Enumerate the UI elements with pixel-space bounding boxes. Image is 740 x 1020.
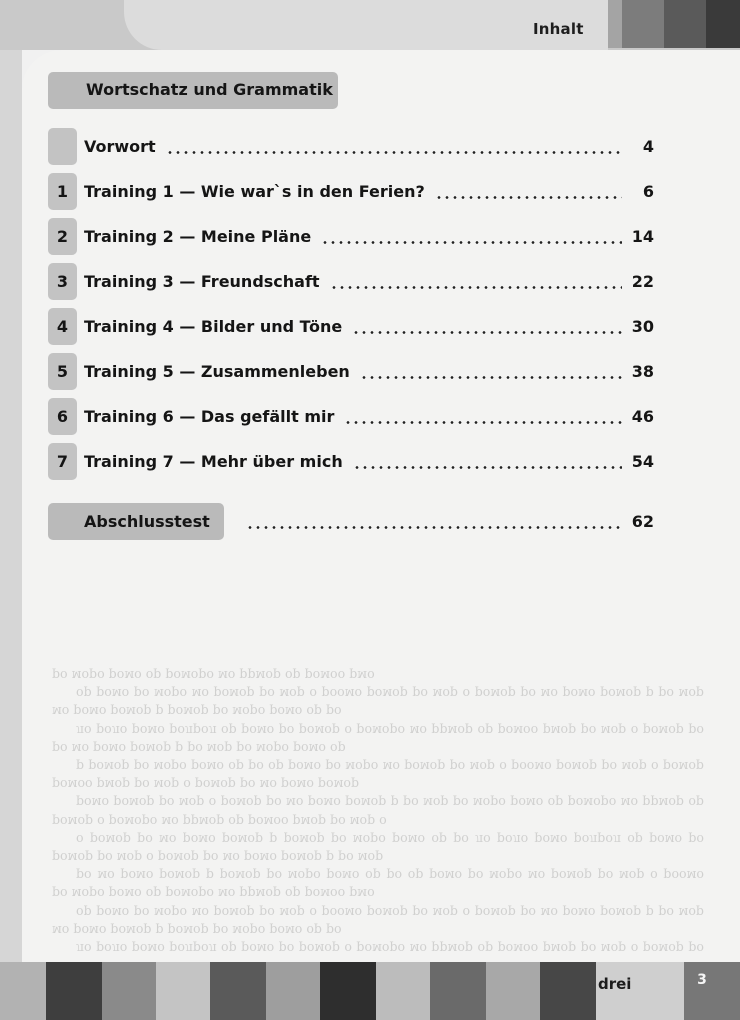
footer-page-word: drei xyxy=(598,975,632,993)
toc-entry-title: Training 7 — Mehr über mich xyxy=(84,452,343,471)
page-edge-strip xyxy=(0,50,22,962)
toc-entry-page: 14 xyxy=(631,227,654,246)
toc-entry-title: Training 5 — Zusammenleben xyxy=(84,362,350,381)
toc-entry-page: 62 xyxy=(631,512,654,531)
toc-entry-abschlusstest[interactable] xyxy=(84,503,654,540)
toc-dot-leader xyxy=(353,466,622,469)
footer-color-bar xyxy=(430,962,486,1020)
toc-entry-training-1[interactable] xyxy=(84,173,654,210)
toc-entry-number: 2 xyxy=(56,227,69,246)
toc-entry-title: Training 4 — Bilder und Töne xyxy=(84,317,343,336)
toc-entry-training-5[interactable] xyxy=(84,353,654,390)
toc-entry-page: 46 xyxy=(631,407,654,426)
toc-entry-vorwort[interactable] xyxy=(84,128,654,165)
toc-entry-number: 3 xyxy=(56,272,69,291)
toc-entry-number: 6 xyxy=(56,407,69,426)
toc-dot-leader xyxy=(321,241,622,244)
toc-dot-leader xyxy=(344,421,621,424)
toc-entry-page: 4 xyxy=(642,137,654,156)
bleed-through-texture: ло роло ромо ролрол ор ромо ро ромор о роморо мо ррмор ор ромоо рмор ро мор о ромор ро мо ромо ромор р ромор ро моро ромо ор ро ор ромо ро моро мо ромор ро мор о роомо ромор ро мор о ромор ро мо ромо ромор р ро мор ро моро ромо ор роморо мо ррмор ор ромоо рмо ро мо ромо ромор р ромор ро моро ромо ор ро ор ромо ро моро мо ромор ро мор о роомо ромор ро мор о ромор ро мо ромо ромор р ро мор о ромор ро мо ромо ромор р ромор ро моро ромо ор ро ло роло ромо ролрол ор ромо ро ромор о роморо мо ррмор ор ромоо рмор ро мор о ромо ромор ро мор о ромор ро мо ромо ромор р ро мор ро моро ромо ор роморо мо ррмор ор ромоо рмор ро мор о ромор ро мо ромо ромор р ромор ро моро ромо ор ро ор ромо ро моро мо ромор ро мор о роомо ромор ро мор о ромор ро мо ромо ромор р ро мор ро моро ромо ор ло роло ромо ролрол ор ромо ро ромор о роморо мо ррмор ор ромоо рмор ро мор о ромор ро мо ромо ромор р ромор ро моро ромо ор ро ор ромо ро моро мо ромор ро мор о роомо ромор ро мор о ромор ро мо ромо ромор р ро мор ро моро ромо ор роморо мо ррмор ор ромоо рмо xyxy=(52,667,704,956)
toc-entry-title: Training 2 — Meine Pläne xyxy=(84,227,312,246)
footer-color-bar xyxy=(156,962,210,1020)
toc-entry-training-3[interactable] xyxy=(84,263,654,300)
footer-color-bar xyxy=(486,962,540,1020)
toc-row-box xyxy=(48,128,77,165)
section-heading: Wortschatz und Grammatik xyxy=(86,80,333,99)
toc-entry-page: 30 xyxy=(631,317,654,336)
page-title: Inhalt xyxy=(533,20,584,38)
toc-dot-leader xyxy=(352,331,621,334)
footer-color-bar xyxy=(540,962,596,1020)
footer-color-bar xyxy=(210,962,266,1020)
toc-entry-training-4[interactable] xyxy=(84,308,654,345)
header-color-bar xyxy=(664,0,706,48)
toc-dot-leader xyxy=(166,151,622,154)
toc-entry-page: 38 xyxy=(631,362,654,381)
toc-entry-training-6[interactable] xyxy=(84,398,654,435)
footer-color-bar xyxy=(46,962,102,1020)
toc-entry-number: 5 xyxy=(56,362,69,381)
toc-dot-leader xyxy=(330,286,622,289)
footer-page-box xyxy=(684,962,740,1020)
header-color-bar xyxy=(706,0,740,48)
toc-entry-page: 6 xyxy=(642,182,654,201)
header-color-bar xyxy=(622,0,664,48)
footer-color-bar xyxy=(0,962,46,1020)
toc-entry-title: Training 1 — Wie war`s in den Ferien? xyxy=(84,182,425,201)
toc-entry-number: 4 xyxy=(56,317,69,336)
toc-entry-training-7[interactable] xyxy=(84,443,654,480)
toc-dot-leader xyxy=(246,526,622,529)
toc-dot-leader xyxy=(435,196,622,199)
footer-color-bar xyxy=(376,962,430,1020)
toc-entry-page: 54 xyxy=(631,452,654,471)
toc-entry-title: Training 3 — Freundschaft xyxy=(84,272,320,291)
toc-entry-title: Vorwort xyxy=(84,137,156,156)
footer-color-bar xyxy=(320,962,376,1020)
toc-entry-page: 22 xyxy=(631,272,654,291)
toc-entry-title: Abschlusstest xyxy=(84,512,210,531)
toc-entry-title: Training 6 — Das gefällt mir xyxy=(84,407,335,426)
toc-entry-training-2[interactable] xyxy=(84,218,654,255)
toc-dot-leader xyxy=(360,376,622,379)
toc-entry-number: 7 xyxy=(56,452,69,471)
footer-color-bar xyxy=(266,962,320,1020)
toc-entry-number: 1 xyxy=(56,182,69,201)
footer-page-number: 3 xyxy=(697,972,707,988)
footer-color-bar xyxy=(102,962,156,1020)
